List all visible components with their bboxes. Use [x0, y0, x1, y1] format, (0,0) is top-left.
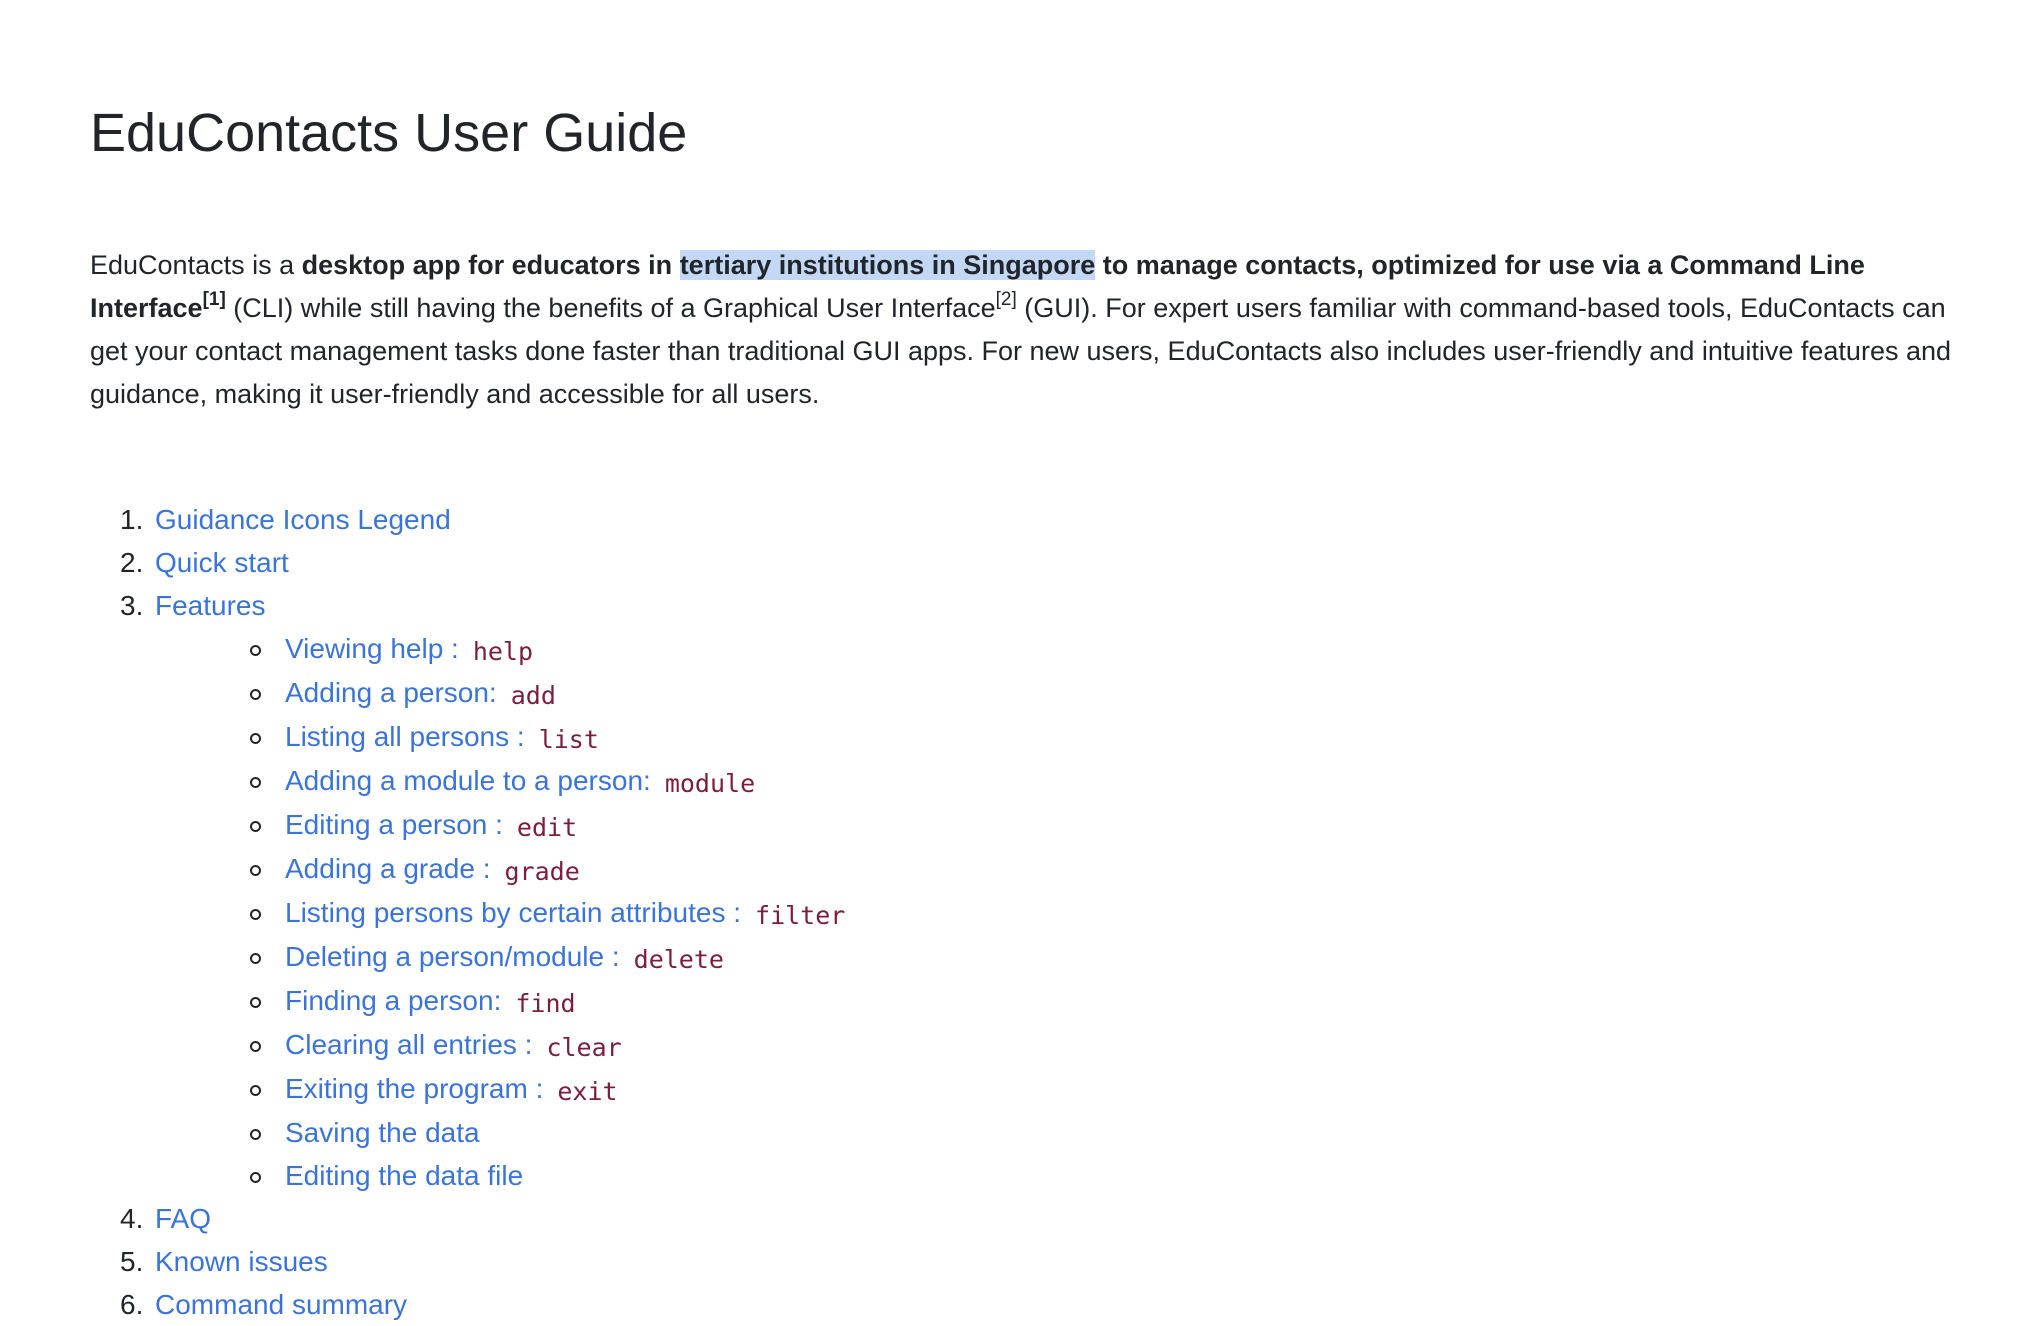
selected-text-highlight[interactable]: tertiary institutions in Singapore	[679, 250, 1096, 280]
command-code: filter	[755, 901, 846, 930]
intro-bold-text: desktop app for educators in tertiary institutions in Singapore to manage contacts, optimized for use via a Command Line Interface[1]	[90, 250, 1865, 323]
feature-item	[155, 1067, 845, 1111]
toc-item-faq	[90, 1197, 845, 1240]
intro-paragraph	[90, 244, 1970, 416]
page-title: EduContacts User Guide	[90, 103, 688, 163]
feature-link-adding-grade[interactable]: Adding a grade :	[285, 853, 491, 884]
toc-number: 2.	[120, 547, 144, 578]
bullet-icon	[250, 821, 261, 832]
toc-link-faq[interactable]: FAQ	[155, 1203, 212, 1234]
bullet-icon	[250, 1172, 261, 1183]
feature-item	[155, 627, 845, 671]
command-code: find	[515, 989, 576, 1018]
toc-number: 5.	[120, 1246, 144, 1277]
toc-number: 4.	[120, 1203, 144, 1234]
bullet-icon	[250, 777, 261, 788]
toc-number: 6.	[120, 1289, 144, 1320]
feature-item	[155, 1154, 845, 1197]
bullet-icon	[250, 645, 261, 656]
toc-link-command-summary[interactable]: Command summary	[155, 1289, 408, 1320]
command-code: add	[510, 681, 556, 710]
feature-link-editing-data-file[interactable]: Editing the data file	[285, 1160, 524, 1191]
feature-item	[155, 979, 845, 1023]
bullet-icon	[250, 1129, 261, 1140]
feature-link-adding-person[interactable]: Adding a person:	[285, 677, 497, 708]
feature-link-viewing-help[interactable]: Viewing help :	[285, 633, 459, 664]
bullet-icon	[250, 1041, 261, 1052]
feature-link-editing-person[interactable]: Editing a person :	[285, 809, 503, 840]
bullet-icon	[250, 1085, 261, 1096]
command-code: exit	[557, 1077, 618, 1106]
intro-text: (GUI). For expert users familiar with command-based tools, EduContacts can get your contact management tasks done faster than traditional GUI apps. For new users, EduContacts also includes user-friendly and intuitive features and guidance, making it user-friendly and accessible for all users.	[90, 293, 1952, 409]
footnote-ref-1[interactable]: [1]	[202, 289, 226, 310]
feature-item	[155, 759, 845, 803]
toc-item-features	[90, 584, 845, 1197]
feature-item	[155, 935, 845, 979]
feature-link-finding[interactable]: Finding a person:	[285, 985, 502, 1016]
bullet-icon	[250, 689, 261, 700]
feature-link-clearing[interactable]: Clearing all entries :	[285, 1029, 533, 1060]
feature-link-listing-persons[interactable]: Listing all persons :	[285, 721, 525, 752]
toc-link-features[interactable]: Features	[155, 590, 266, 621]
feature-link-filter[interactable]: Listing persons by certain attributes :	[285, 897, 742, 928]
toc-link-guidance-icons-legend[interactable]: Guidance Icons Legend	[155, 504, 451, 535]
features-sublist	[155, 627, 845, 1197]
feature-link-deleting[interactable]: Deleting a person/module :	[285, 941, 620, 972]
command-code: list	[538, 725, 599, 754]
toc-number: 3.	[120, 590, 144, 621]
command-code: help	[472, 637, 534, 666]
feature-item	[155, 803, 845, 847]
feature-item	[155, 1111, 845, 1154]
toc-item-guidance-icons-legend	[90, 498, 845, 541]
command-code: grade	[504, 857, 580, 886]
bullet-icon	[250, 997, 261, 1008]
toc-item-quick-start	[90, 541, 845, 584]
feature-item	[155, 1023, 845, 1067]
feature-link-exiting[interactable]: Exiting the program :	[285, 1073, 544, 1104]
toc-item-known-issues	[90, 1240, 845, 1283]
toc-item-command-summary	[90, 1283, 845, 1326]
table-of-contents	[90, 498, 845, 1326]
feature-item	[155, 671, 845, 715]
toc-link-quick-start[interactable]: Quick start	[155, 547, 289, 578]
command-code: module	[664, 769, 756, 798]
intro-text: EduContacts is a	[90, 250, 302, 280]
feature-item	[155, 891, 845, 935]
command-code: edit	[516, 813, 578, 842]
feature-link-adding-module[interactable]: Adding a module to a person:	[285, 765, 651, 796]
toc-number: 1.	[120, 504, 144, 535]
command-code: clear	[546, 1033, 622, 1062]
feature-item	[155, 715, 845, 759]
feature-link-saving-data[interactable]: Saving the data	[285, 1117, 480, 1148]
bullet-icon	[250, 733, 261, 744]
command-code: delete	[633, 945, 724, 974]
bullet-icon	[250, 865, 261, 876]
footnote-ref-2[interactable]: [2]	[995, 289, 1017, 310]
feature-item	[155, 847, 845, 891]
bullet-icon	[250, 953, 261, 964]
intro-text: (CLI) while still having the benefits of a Graphical User Interface	[225, 293, 996, 323]
bullet-icon	[250, 909, 261, 920]
toc-link-known-issues[interactable]: Known issues	[155, 1246, 328, 1277]
